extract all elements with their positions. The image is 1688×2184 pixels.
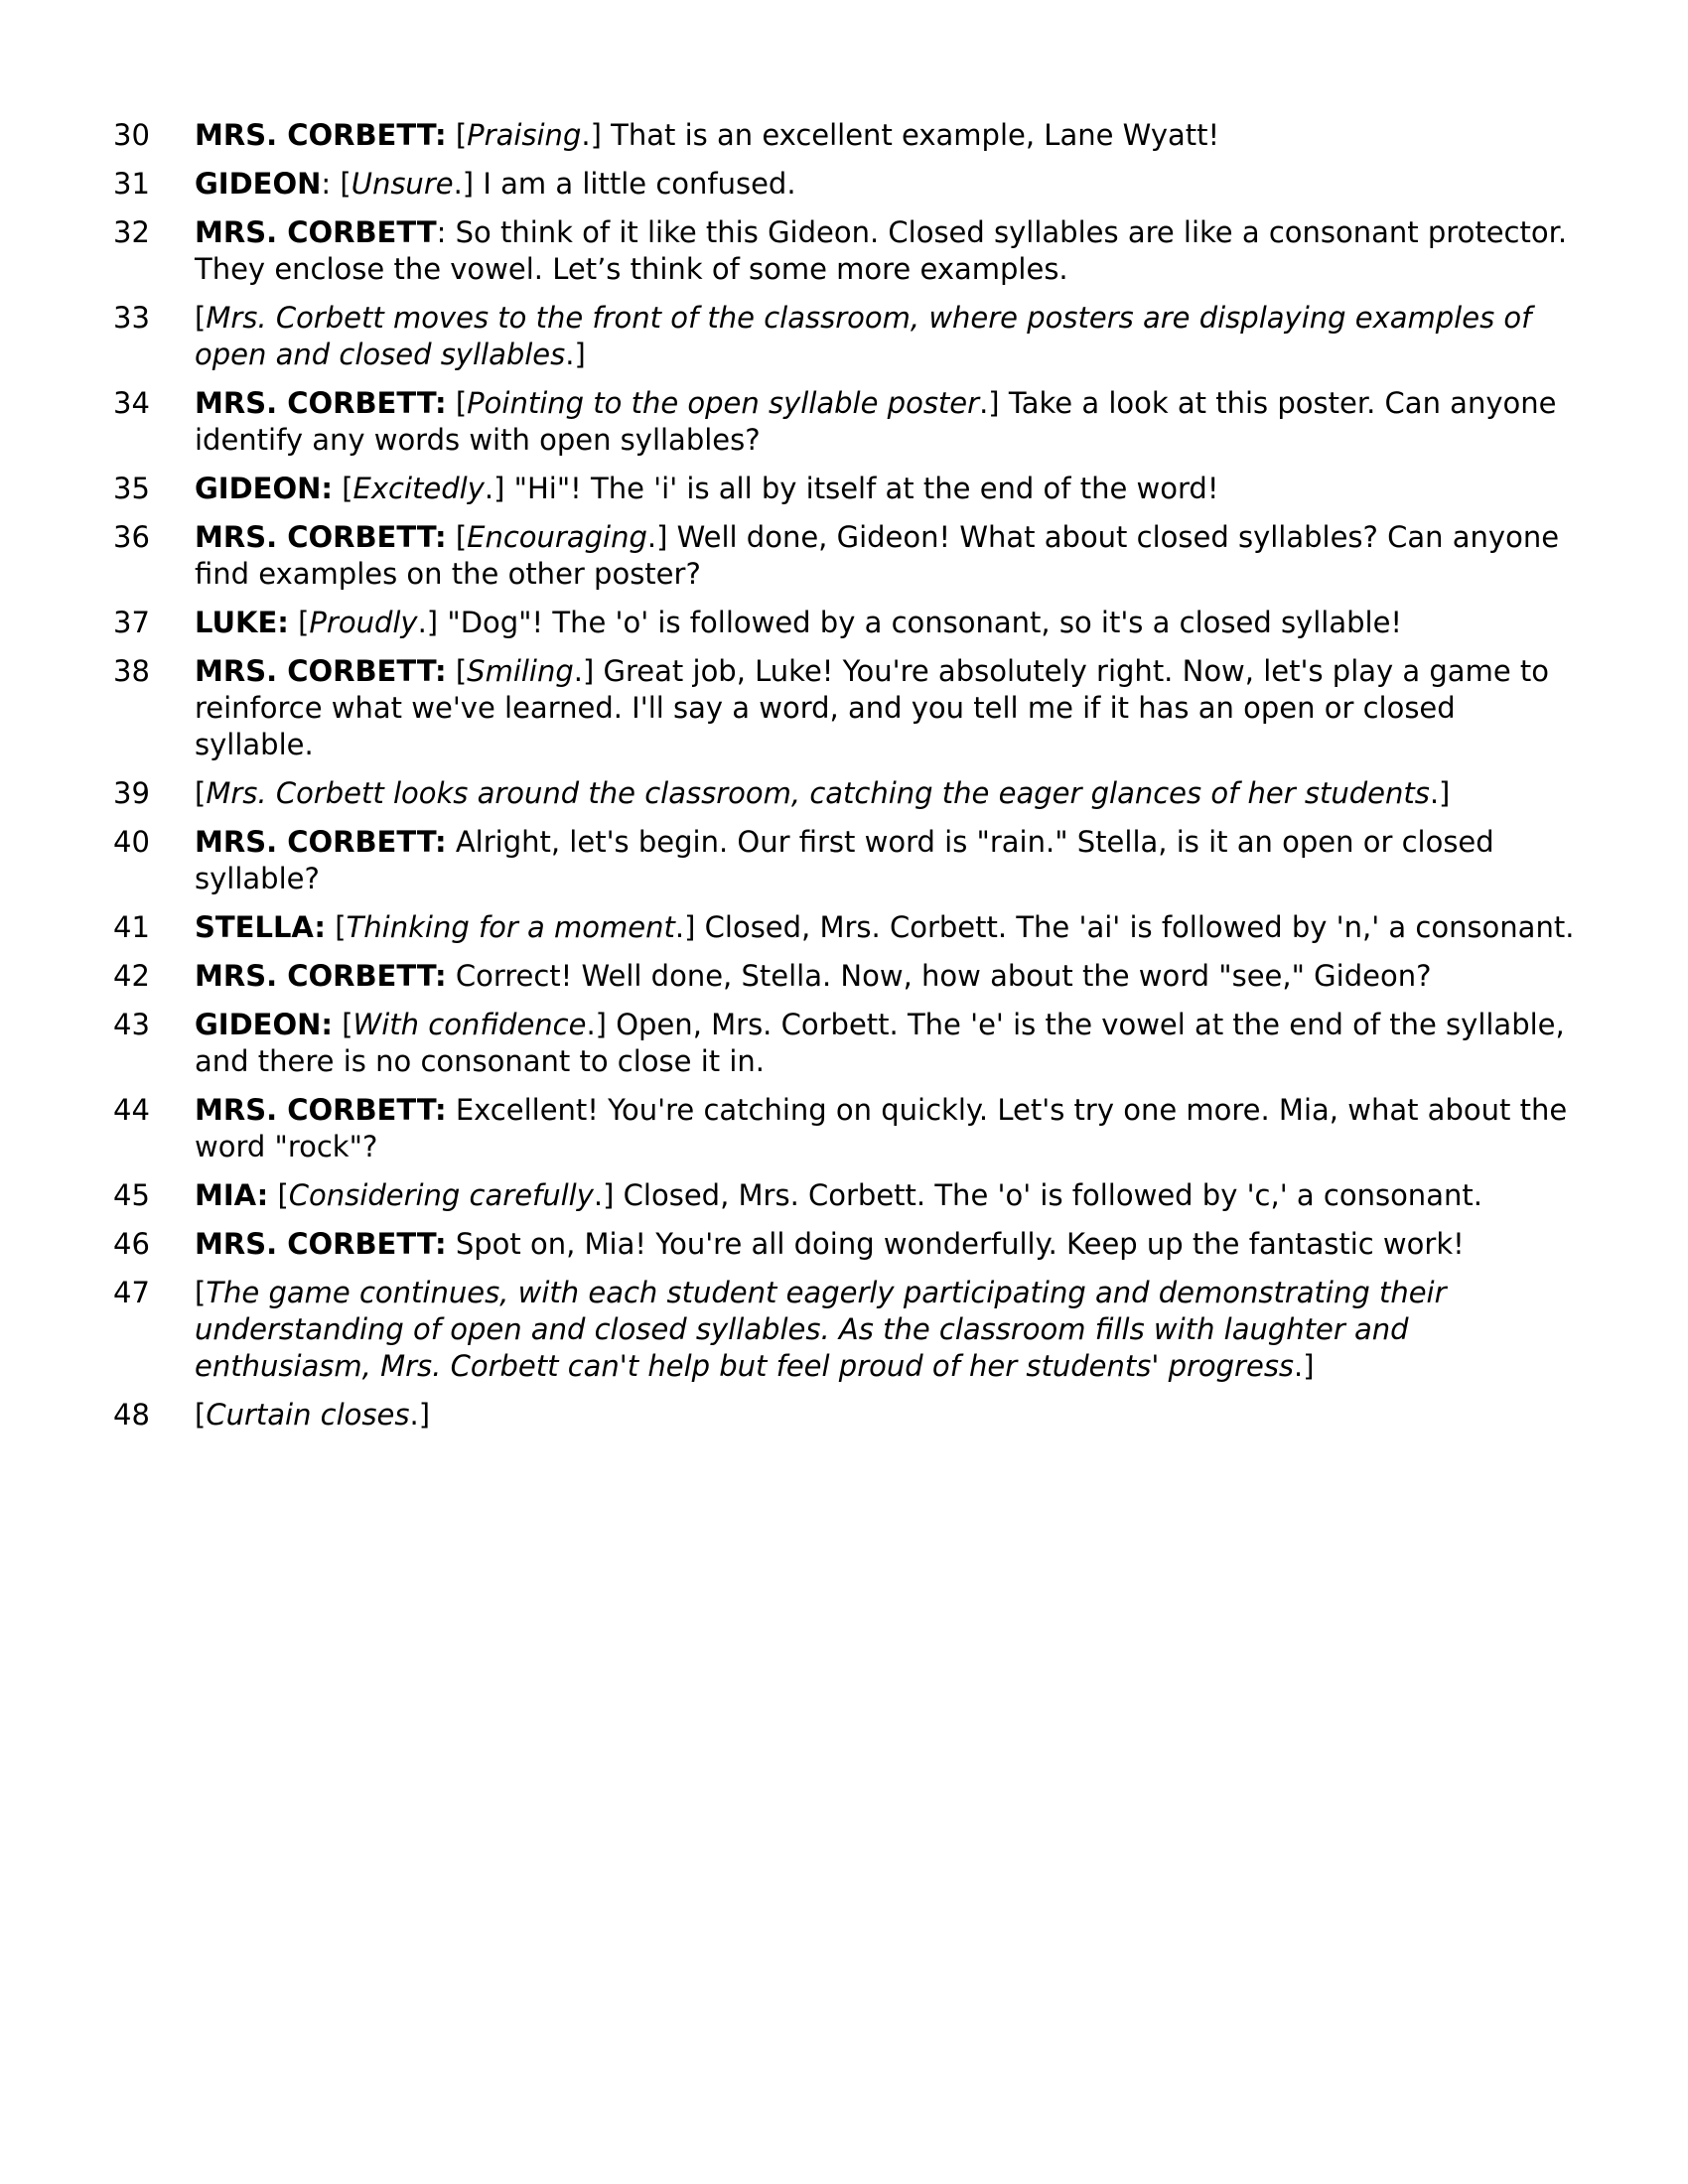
line-number: 36 [113, 520, 150, 554]
bracket-open: [ [268, 1178, 289, 1212]
bracket-open: [ [195, 1398, 207, 1432]
speaker-name: LUKE: [195, 606, 289, 639]
script-line [0, 166, 1688, 203]
bracket-open [447, 1093, 456, 1127]
dialogue-text: Closed, Mrs. Corbett. The 'ai' is followed by 'n,' a consonant. [704, 910, 1575, 944]
bracket-close: .] [1294, 1349, 1315, 1383]
bracket-close: .] [484, 472, 514, 505]
bracket-open: : [436, 215, 456, 249]
line-number: 45 [113, 1178, 150, 1212]
speaker-name: MRS. CORBETT: [195, 1227, 447, 1261]
line-text [195, 300, 1575, 373]
bracket-close: .] [417, 606, 448, 639]
dialogue-text: I am a little confused. [483, 167, 796, 201]
line-number: 39 [113, 776, 150, 810]
bracket-open: [ [195, 1276, 207, 1309]
speaker-name: MRS. CORBETT: [195, 654, 447, 688]
bracket-open: [ [333, 472, 353, 505]
bracket-open: [ [195, 776, 207, 810]
stage-direction: Considering carefully [288, 1178, 594, 1212]
dialogue-text: That is an excellent example, Lane Wyatt! [611, 118, 1220, 152]
bracket-open: [ [288, 606, 310, 639]
script-line [0, 1275, 1688, 1385]
line-number: 43 [113, 1008, 150, 1041]
script-line [0, 1092, 1688, 1165]
bracket-open: [ [446, 386, 468, 420]
bracket-close: .] [573, 654, 604, 688]
bracket-open: [ [446, 520, 468, 554]
line-text [195, 1275, 1575, 1385]
script-line [0, 1226, 1688, 1263]
bracket-open: [ [326, 910, 347, 944]
line-number: 35 [113, 472, 150, 505]
script-line [0, 958, 1688, 995]
bracket-close: .] [646, 520, 677, 554]
line-text [195, 117, 1575, 154]
script-line [0, 1007, 1688, 1080]
bracket-open: [ [446, 654, 468, 688]
line-number: 41 [113, 910, 150, 944]
bracket-open: [ [195, 301, 207, 335]
dialogue-text: Spot on, Mia! You're all doing wonderfully. Keep up the fantastic work! [455, 1227, 1465, 1261]
bracket-close: .] [581, 118, 612, 152]
dialogue-text: "Hi"! The 'i' is all by itself at the end of the word! [513, 472, 1219, 505]
script-line [0, 117, 1688, 154]
dialogue-text: Great job, Luke! You're absolutely right. Now, let's play a game to reinforce what we've learned. I'll say a word, and you tell me if it has an open or closed syllable. [195, 654, 1549, 761]
dialogue-text: Well done, Gideon! What about closed syllables? Can anyone find examples on the other poster? [195, 520, 1560, 591]
line-text [195, 653, 1575, 763]
speaker-name: GIDEON [195, 167, 322, 201]
line-number: 48 [113, 1398, 150, 1432]
line-number: 37 [113, 606, 150, 639]
line-number: 30 [113, 118, 150, 152]
stage-direction: Curtain closes [206, 1398, 410, 1432]
script-line [0, 1397, 1688, 1433]
bracket-close: .] [586, 1008, 617, 1041]
stage-direction: Unsure [351, 167, 454, 201]
line-text [195, 1226, 1575, 1263]
line-text [195, 775, 1575, 812]
speaker-name: MRS. CORBETT: [195, 1093, 447, 1127]
line-text [195, 1177, 1575, 1214]
script-line [0, 214, 1688, 288]
dialogue-text: Correct! Well done, Stella. Now, how about the word "see," Gideon? [455, 959, 1432, 993]
line-number: 33 [113, 301, 150, 335]
bracket-close: .] [409, 1398, 431, 1432]
line-text [195, 1397, 1575, 1433]
line-number: 47 [113, 1276, 150, 1309]
line-text [195, 605, 1575, 641]
line-text [195, 958, 1575, 995]
line-number: 40 [113, 825, 150, 859]
line-number: 46 [113, 1227, 150, 1261]
bracket-open [447, 825, 456, 859]
stage-direction: Mrs. Corbett moves to the front of the classroom, where posters are displaying examples of open and closed syllables [195, 301, 1532, 371]
script-line [0, 300, 1688, 373]
bracket-open: [ [333, 1008, 353, 1041]
script-line [0, 775, 1688, 812]
dialogue-text: Alright, let's begin. Our first word is "rain." Stella, is it an open or closed syllable? [195, 825, 1494, 895]
script-line [0, 385, 1688, 459]
stage-direction: With confidence [352, 1008, 587, 1041]
bracket-close: .] [979, 386, 1009, 420]
dialogue-text: Excellent! You're catching on quickly. Let's try one more. Mia, what about the word "rock"? [195, 1093, 1568, 1163]
line-text [195, 385, 1575, 459]
bracket-close: .] [453, 167, 484, 201]
speaker-name: GIDEON: [195, 1008, 333, 1041]
speaker-name: STELLA: [195, 910, 327, 944]
dialogue-text: Open, Mrs. Corbett. The 'e' is the vowel at the end of the syllable, and there is no consonant to close it in. [195, 1008, 1565, 1078]
speaker-name: MRS. CORBETT: [195, 118, 447, 152]
script-line [0, 519, 1688, 593]
line-text [195, 214, 1575, 288]
script-line [0, 824, 1688, 897]
stage-direction: The game continues, with each student eagerly participating and demonstrating their understanding of open and closed syllables. As the classroom fills with laughter and enthusiasm, Mrs. Corbett can't help but feel proud of her students' progress [195, 1276, 1447, 1383]
stage-direction: Smiling [467, 654, 574, 688]
stage-direction: Praising [467, 118, 582, 152]
dialogue-text: So think of it like this Gideon. Closed syllables are like a consonant protector. They enclose the vowel. Let’s think of some more examples. [195, 215, 1568, 286]
bracket-open: [ [446, 118, 468, 152]
script-line [0, 605, 1688, 641]
dialogue-text: Closed, Mrs. Corbett. The 'o' is followed by 'c,' a consonant. [623, 1178, 1482, 1212]
line-number: 32 [113, 215, 150, 249]
script-line [0, 909, 1688, 946]
stage-direction: Excitedly [352, 472, 485, 505]
stage-direction: Pointing to the open syllable poster [467, 386, 980, 420]
speaker-name: MRS. CORBETT: [195, 520, 447, 554]
bracket-close: .] [674, 910, 705, 944]
line-text [195, 519, 1575, 593]
line-number: 31 [113, 167, 150, 201]
bracket-close: .] [1429, 776, 1451, 810]
script-line [0, 471, 1688, 507]
line-number: 42 [113, 959, 150, 993]
bracket-open [447, 959, 456, 993]
bracket-close: .] [565, 338, 586, 371]
line-text [195, 471, 1575, 507]
line-text [195, 909, 1575, 946]
stage-direction: Proudly [309, 606, 418, 639]
line-number: 38 [113, 654, 150, 688]
stage-direction: Encouraging [467, 520, 647, 554]
speaker-name: GIDEON: [195, 472, 333, 505]
speaker-name: MRS. CORBETT: [195, 959, 447, 993]
bracket-close: .] [593, 1178, 624, 1212]
stage-direction: Mrs. Corbett looks around the classroom, catching the eager glances of her students [206, 776, 1430, 810]
line-text [195, 166, 1575, 203]
bracket-open: : [ [321, 167, 352, 201]
line-text [195, 1007, 1575, 1080]
line-text [195, 1092, 1575, 1165]
bracket-open [447, 1227, 456, 1261]
line-text [195, 824, 1575, 897]
speaker-name: MRS. CORBETT: [195, 825, 447, 859]
speaker-name: MRS. CORBETT [195, 215, 437, 249]
script-line [0, 653, 1688, 763]
line-number: 34 [113, 386, 150, 420]
speaker-name: MIA: [195, 1178, 269, 1212]
speaker-name: MRS. CORBETT: [195, 386, 447, 420]
dialogue-text: "Dog"! The 'o' is followed by a consonant, so it's a closed syllable! [447, 606, 1403, 639]
script-body [0, 117, 1688, 1445]
line-number: 44 [113, 1093, 150, 1127]
script-line [0, 1177, 1688, 1214]
stage-direction: Thinking for a moment [346, 910, 675, 944]
dialogue-text: Take a look at this poster. Can anyone identify any words with open syllables? [195, 386, 1557, 457]
